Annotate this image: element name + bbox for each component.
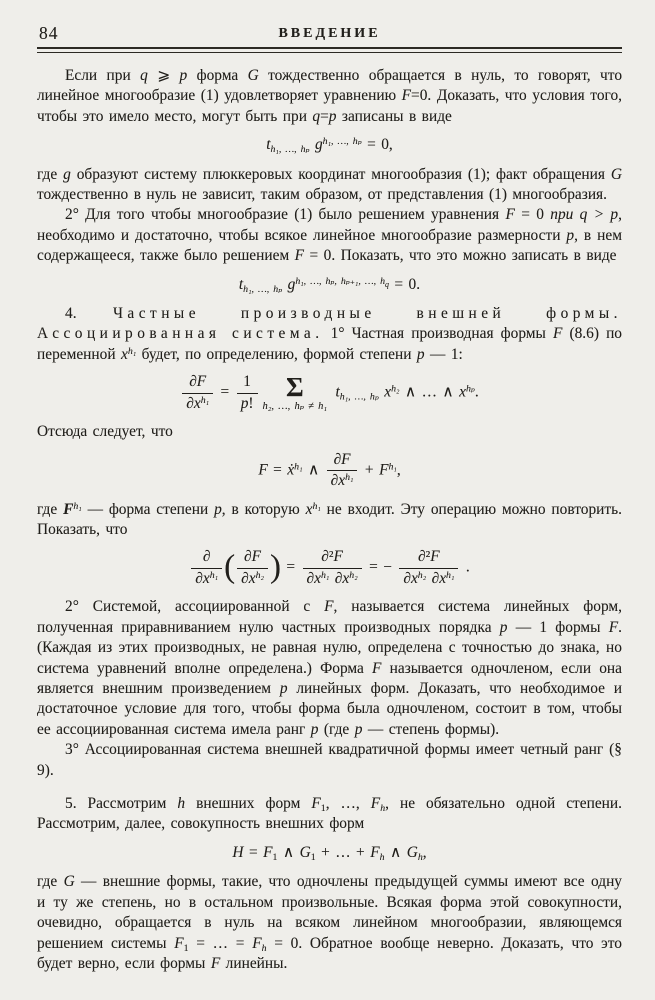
italic-run: h₁, …, hₚ xyxy=(270,144,310,156)
italic-run: h₁ xyxy=(73,500,82,512)
superscript xyxy=(446,570,454,581)
item-3-even-rank xyxy=(37,740,622,781)
italic-run: F xyxy=(263,843,273,861)
text-run: = xyxy=(267,461,288,479)
letterspaced-run: Частные производные внешней формы. Ассоциированная система. xyxy=(37,305,622,343)
text-run: ∂ xyxy=(202,548,211,566)
italic-run: F xyxy=(505,206,515,224)
section-5-forms xyxy=(37,794,622,835)
subscript xyxy=(271,144,310,155)
italic-run: x xyxy=(193,394,201,412)
text-run: линейны. xyxy=(220,954,288,972)
italic-run: p xyxy=(566,226,575,244)
text-run: ∂² xyxy=(418,548,431,566)
form-family-formula xyxy=(37,843,622,863)
superscript xyxy=(466,384,475,395)
superscript xyxy=(294,461,302,472)
italic-run: F xyxy=(196,373,207,391)
text-run: = xyxy=(280,558,301,576)
header-rule xyxy=(37,47,622,53)
text-run: + … + xyxy=(315,843,371,861)
italic-run: h₂ xyxy=(349,570,358,581)
italic-run: F xyxy=(210,954,221,972)
text-run: = 0. Показать, что это можно записать в виде xyxy=(304,247,617,265)
text-run: будет, по определению, формой степени xyxy=(136,345,417,363)
text-run: = 0 xyxy=(514,206,551,224)
italic-run: F xyxy=(251,548,262,566)
superscript xyxy=(73,501,81,512)
italic-run: h₁ xyxy=(294,461,303,473)
text-run: ⩾ xyxy=(147,67,180,84)
text-run: , xyxy=(422,843,427,861)
superscript xyxy=(295,276,389,287)
numerator xyxy=(182,373,213,393)
text-run: линейных форм. Доказать, что необходимое и достаточное условие для того, чтобы форма была одночленом, состоит в том, чтобы ее ассоциированная система имела ранг xyxy=(37,680,622,738)
superscript xyxy=(128,346,136,357)
numerator xyxy=(237,373,258,393)
superscript xyxy=(323,136,362,147)
numerator xyxy=(191,548,222,568)
text-run: 1 xyxy=(320,803,326,815)
italic-run: p xyxy=(499,618,508,636)
text-run: образуют систему плюккеровых координат многообразия (1); факт обращения xyxy=(70,165,611,183)
fraction xyxy=(237,373,258,413)
superscript xyxy=(256,570,264,581)
italic-run: h₁, …, hₚ xyxy=(339,391,379,403)
fraction xyxy=(399,548,458,588)
text-run: ∂ xyxy=(186,394,194,412)
text-run: ∂ xyxy=(403,569,411,587)
text-run: ∂ xyxy=(195,569,203,587)
text-run: , необходимо и достаточно, чтобы всякое линейное многообразие размерности xyxy=(37,206,622,244)
subscript xyxy=(340,392,379,403)
denominator xyxy=(303,569,362,588)
text-run: ∂ xyxy=(329,569,343,587)
text-run: . xyxy=(460,558,470,576)
italic-run: p xyxy=(240,394,249,412)
text-run: = 0, xyxy=(361,136,393,154)
italic-run: h xyxy=(380,803,386,815)
text-run: — степень формы). xyxy=(362,720,500,738)
superscript xyxy=(388,461,396,472)
text-run: где xyxy=(37,873,64,891)
text-run: , не обязательно одной степени. Рассмотрим, далее, совокупность внешних форм xyxy=(37,795,622,833)
italic-run: t xyxy=(335,383,340,401)
text-run: где xyxy=(37,165,64,183)
text-run: (где xyxy=(318,720,355,738)
text-run: называется одночленом, если она является внешним произведением xyxy=(37,659,622,698)
text-run: Отсюда следует, что xyxy=(37,423,173,441)
italic-run: h xyxy=(177,795,186,813)
fraction xyxy=(327,451,358,491)
consequence-lead xyxy=(37,422,622,442)
italic-run: q xyxy=(312,107,321,125)
text-run: — 1: xyxy=(424,345,463,363)
superscript xyxy=(349,570,357,581)
text-run: 3° Ассоциированная система внешней квадратичной формы имеет четный ранг (§ 9). xyxy=(37,741,622,779)
italic-run: G xyxy=(247,67,259,84)
denominator xyxy=(191,569,222,588)
italic-run: x xyxy=(305,500,313,518)
italic-run: x xyxy=(248,569,256,587)
italic-run: G xyxy=(299,843,311,861)
fraction xyxy=(191,548,222,588)
italic-run: t xyxy=(238,275,244,293)
text-run: записаны в виде xyxy=(336,107,452,125)
italic-run: G xyxy=(63,873,75,891)
fraction xyxy=(303,548,362,588)
italic-run: h xyxy=(261,942,267,954)
italic-run: q xyxy=(140,67,148,84)
family-note xyxy=(37,872,622,974)
text-run: ∂ xyxy=(426,569,440,587)
italic-run: F xyxy=(174,934,184,952)
italic-run: g xyxy=(287,275,296,293)
italic-run: p xyxy=(328,107,337,125)
text-run: , xyxy=(396,461,401,479)
text-run: ∧ xyxy=(302,461,325,479)
text-run: ∂ xyxy=(244,548,252,566)
italic-run: p xyxy=(310,720,319,738)
italic-run: h₂, …, hₚ ≠ h₁ xyxy=(262,401,328,413)
intro-problem xyxy=(37,66,622,127)
section-4-partial-derivatives xyxy=(37,304,622,365)
italic-run: x xyxy=(410,569,418,587)
summation xyxy=(263,374,328,413)
italic-run: F xyxy=(311,795,321,813)
italic-run: G xyxy=(406,843,418,861)
text-run: = 0. Обратное вообще неверно. Доказать, что это будет верно, если формы xyxy=(37,934,623,972)
text-run: , в нем содержащееся, также было решением xyxy=(37,226,622,265)
page-number: 84 xyxy=(39,23,59,43)
text-run: 1° Частная производная формы xyxy=(323,325,553,343)
partial-derivative-definition-formula xyxy=(37,373,622,413)
page-header xyxy=(37,23,622,53)
text-run: + xyxy=(359,461,380,479)
text-run: тождественно в нуль не зависит, таким образом, от представления (1) многообразия. xyxy=(37,186,607,204)
decomposition-formula xyxy=(37,451,622,491)
text-run: (8.6) по переменной xyxy=(37,325,622,363)
page-body xyxy=(37,66,622,974)
text-run: ∧ … ∧ xyxy=(399,383,460,401)
italic-run: h₁ xyxy=(446,570,455,581)
italic-run: hₚ xyxy=(465,383,475,395)
italic-run: h₁ xyxy=(321,570,330,581)
italic-run: ẋ xyxy=(287,461,295,479)
italic-run: x xyxy=(439,569,447,587)
denominator xyxy=(399,569,458,588)
text-run: ∂ xyxy=(306,569,315,587)
text-run: , в которую xyxy=(221,500,306,518)
superscript xyxy=(418,570,426,581)
italic-run: F xyxy=(401,87,412,105)
text-run: ∧ xyxy=(277,843,300,861)
italic-run: F xyxy=(294,247,305,265)
italic-run: h₁, …, hₚ, hₚ₊₁, …, h xyxy=(295,275,386,287)
italic-run: h₂ xyxy=(417,570,427,581)
extended-condition-formula xyxy=(37,275,622,295)
text-run: = … = xyxy=(188,934,253,952)
sum-limits xyxy=(263,402,328,413)
italic-run: x xyxy=(314,569,321,587)
italic-run: x xyxy=(121,345,128,363)
italic-run: h₁ xyxy=(200,394,210,406)
denominator xyxy=(182,394,213,413)
denominator xyxy=(237,569,268,588)
text-run: . (Каждая из этих производных, не равная нулю, определена с точностью до знака, но система уравнений вполне определена.) Форма xyxy=(37,618,622,677)
italic-run: при q > p xyxy=(550,206,619,224)
italic-run: h₁, …, hₚ xyxy=(322,136,362,148)
italic-run: h₂ xyxy=(391,383,400,395)
mixed-partials-formula: $\frac{\partial}{\partial x^{h_1}}$ ( $\frac{\partial F}{\partial x^{h_2}}$ ) = $\frac{\text{∂²F}}{\partial x^{h_1} \partial x^{h_2}}$ = − $\frac{\text{∂²F}}{\partial x^{h_2} \partial x^{h_1}}$ . xyxy=(37,548,622,588)
italic-run: p xyxy=(179,67,188,84)
italic-run: p xyxy=(354,720,363,738)
italic-run: h₁ xyxy=(127,345,137,357)
text-run: 2° Системой, ассоциированной с xyxy=(65,598,325,616)
text-run: = 0. xyxy=(388,275,421,293)
text-run: 4. xyxy=(65,305,113,323)
text-run: 5. Рассмотрим xyxy=(65,795,178,813)
italic-run: F xyxy=(341,450,351,468)
italic-run: F xyxy=(372,659,382,677)
italic-run: h₁ xyxy=(209,570,219,581)
text-run: ∂ xyxy=(189,373,197,391)
italic-run: F xyxy=(430,548,440,566)
text-run: ∂ xyxy=(333,450,342,468)
numerator xyxy=(237,548,268,568)
fraction xyxy=(182,373,213,413)
italic-run: F xyxy=(258,461,268,479)
text-run: — форма степени xyxy=(81,500,215,518)
italic-run: G xyxy=(610,165,622,183)
numerator xyxy=(303,548,362,568)
text-run: внешних форм xyxy=(185,795,312,813)
text-run: . xyxy=(474,383,479,401)
text-run: Если при xyxy=(65,67,141,84)
numerator xyxy=(327,451,358,471)
text-run: ∧ xyxy=(384,843,407,861)
superscript xyxy=(210,570,218,581)
plucker-note xyxy=(37,165,622,206)
italic-run: F xyxy=(608,618,619,636)
italic-run: F xyxy=(552,325,563,343)
italic-run: F xyxy=(370,795,381,813)
running-title: ВВЕДЕНИЕ xyxy=(278,26,381,41)
text-run: = xyxy=(215,383,235,401)
superscript xyxy=(201,395,209,406)
text-run: — внешние формы, такие, что одночлены предыдущей суммы имеют все одну и ту же степень, но в остальном произвольные. Всякая форма этой совокупности, очевидно, обращается в нуль на всяком линейном многообразии, являющемся решением системы xyxy=(37,873,622,952)
item-2 xyxy=(37,205,622,266)
italic-run: h₂ xyxy=(255,570,264,581)
italic-run: h xyxy=(379,851,385,863)
text-run: , …, xyxy=(325,795,371,813)
italic-run: q xyxy=(385,279,389,289)
italic-run: p xyxy=(416,345,425,363)
numerator xyxy=(399,548,458,568)
text-run: = xyxy=(243,843,264,861)
denominator xyxy=(327,471,358,490)
italic-run: x xyxy=(338,472,346,490)
associated-system xyxy=(37,597,622,740)
text-run: ∂ xyxy=(241,569,249,587)
fraction xyxy=(237,548,268,588)
superscript xyxy=(312,501,320,512)
italic-run: p xyxy=(214,500,222,518)
italic-run: x xyxy=(342,569,350,587)
italic-run: t xyxy=(266,136,271,154)
text-run: форма xyxy=(187,67,248,84)
text-run: 1 xyxy=(310,851,316,863)
italic-run: h₁, …, hₚ xyxy=(243,283,283,295)
text-run: =0. Доказать, что условия того, чтобы это имело место, могут быть при xyxy=(37,87,622,125)
text-run: не входит. Эту операцию можно повторить. Показать, что xyxy=(37,500,622,539)
text-run: , называется система линейных форм, полученная приравниванием нулю частных производных порядка xyxy=(37,598,622,636)
text-run: тождественно обращается в нуль, то говорят, что линейное многообразие (1) удовлетворяет уравнению xyxy=(37,67,623,105)
superscript xyxy=(345,472,353,483)
italic-run: h₁ xyxy=(388,461,397,473)
italic-run: p xyxy=(279,680,288,698)
italic-run: h xyxy=(417,851,423,863)
text-run: 2° Для того чтобы многообразие (1) было решением уравнения xyxy=(65,206,506,224)
denominator xyxy=(237,394,258,413)
bold-italic-run: F xyxy=(63,500,74,518)
text-run: где xyxy=(37,500,64,518)
plucker-condition-formula xyxy=(37,135,622,155)
text-run: ∂ xyxy=(330,472,339,490)
italic-run: F xyxy=(379,461,389,479)
italic-run: F xyxy=(333,548,343,566)
text-run: = xyxy=(320,107,329,125)
italic-run: F xyxy=(324,598,334,616)
text-run: 1 xyxy=(243,373,251,391)
italic-run: g xyxy=(314,136,323,154)
italic-run: x xyxy=(384,383,392,401)
italic-run: F xyxy=(370,843,380,861)
text-run: — 1 формы xyxy=(507,618,609,636)
italic-run: H xyxy=(232,843,244,861)
decomposition-note xyxy=(37,500,622,541)
text-run: ∂² xyxy=(321,548,334,566)
text-run: 1 xyxy=(272,851,278,863)
sigma-symbol: Σ xyxy=(285,372,304,403)
italic-run: h₁ xyxy=(345,472,354,484)
italic-run: x xyxy=(459,383,466,401)
text-run: = − xyxy=(363,558,398,576)
italic-run: h₁ xyxy=(312,500,321,512)
text-run: ! xyxy=(248,394,254,412)
italic-run: F xyxy=(252,934,262,952)
italic-run: x xyxy=(202,569,210,587)
subscript xyxy=(243,284,282,295)
italic-run: g xyxy=(63,165,71,183)
text-run: 1 xyxy=(183,942,189,954)
